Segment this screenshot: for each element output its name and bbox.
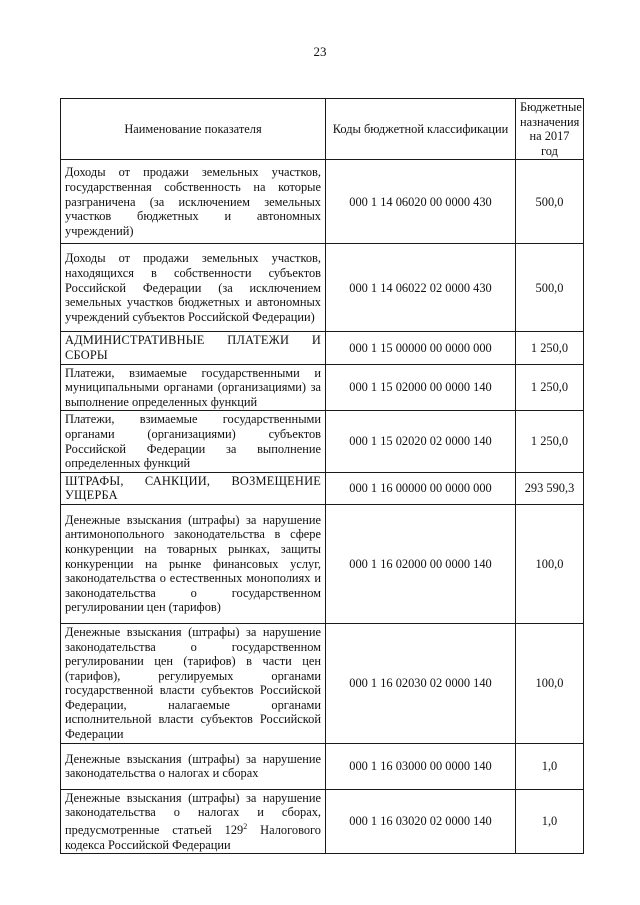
table-row — [61, 244, 584, 332]
table-row — [61, 160, 584, 244]
row-name: Платежи, взимаемые государственными органами (организациями) субъектов Российской Федерации за выполнение определенных функций — [61, 411, 326, 472]
budget-table — [60, 98, 584, 854]
row-name: Доходы от продажи земельных участков, государственная собственность на которые разграничена (за исключением земельных участков бюджетных и автономных учреждений) — [61, 160, 326, 244]
row-amount: 293 590,3 — [516, 472, 584, 504]
row-code: 000 1 15 00000 00 0000 000 — [326, 332, 516, 364]
table-row — [61, 743, 584, 789]
row-code: 000 1 16 00000 00 0000 000 — [326, 472, 516, 504]
row-code: 000 1 15 02000 00 0000 140 — [326, 364, 516, 411]
row-amount: 1 250,0 — [516, 411, 584, 472]
row-amount: 500,0 — [516, 244, 584, 332]
row-name — [61, 789, 326, 854]
table-row-section — [61, 472, 584, 504]
row-name: Денежные взыскания (штрафы) за нарушение антимонопольного законодательства в сфере конкуренции на товарных рынках, защиты конкуренции на рынке финансовых услуг, законодательства о естественных монополиях и законодательства о государственном регулировании цен (тарифов) — [61, 504, 326, 623]
row-name: АДМИНИСТРАТИВНЫЕ ПЛАТЕЖИ И СБОРЫ — [61, 332, 326, 364]
row-amount: 1,0 — [516, 743, 584, 789]
header-amount: Бюджетные назначения на 2017 год — [516, 99, 584, 160]
table-row — [61, 789, 584, 854]
row-amount: 500,0 — [516, 160, 584, 244]
row-name-text: Денежные взыскания (штрафы) за нарушение законодательства о налогах и сборах, предусмотренные статьей 129 — [65, 790, 321, 837]
row-code: 000 1 14 06022 02 0000 430 — [326, 244, 516, 332]
row-code: 000 1 14 06020 00 0000 430 — [326, 160, 516, 244]
row-amount: 1 250,0 — [516, 332, 584, 364]
header-name: Наименование показателя — [61, 99, 326, 160]
row-code: 000 1 16 03000 00 0000 140 — [326, 743, 516, 789]
row-amount: 1,0 — [516, 789, 584, 854]
header-code: Коды бюджетной классификации — [326, 99, 516, 160]
page-number: 23 — [313, 44, 327, 59]
row-name-text-end: Налогового кодекса Российской Федерации — [65, 822, 321, 852]
row-name: Денежные взыскания (штрафы) за нарушение законодательства о налогах и сборах — [61, 743, 326, 789]
row-name-superscript: 2 — [243, 821, 248, 831]
table-row-section — [61, 332, 584, 364]
row-amount: 100,0 — [516, 623, 584, 743]
table-row — [61, 623, 584, 743]
row-name: ШТРАФЫ, САНКЦИИ, ВОЗМЕЩЕНИЕ УЩЕРБА — [61, 472, 326, 504]
row-code: 000 1 15 02020 02 0000 140 — [326, 411, 516, 472]
row-code: 000 1 16 02000 00 0000 140 — [326, 504, 516, 623]
row-name: Денежные взыскания (штрафы) за нарушение законодательства о государственном регулировании цен (тарифов) в части цен (тарифов), регулируемых органами государственной власти субъектов Российской Федерации, налагаемые органами исполнительной власти субъектов Российской Федерации — [61, 623, 326, 743]
row-name: Платежи, взимаемые государственными и муниципальными органами (организациями) за выполнение определенных функций — [61, 364, 326, 411]
row-name: Доходы от продажи земельных участков, находящихся в собственности субъектов Российской Федерации (за исключением земельных участков бюджетных и автономных учреждений субъектов Российской Федерации) — [61, 244, 326, 332]
table-header-row — [61, 99, 584, 160]
table-row — [61, 411, 584, 472]
table-row — [61, 504, 584, 623]
row-amount: 1 250,0 — [516, 364, 584, 411]
row-amount: 100,0 — [516, 504, 584, 623]
row-code: 000 1 16 02030 02 0000 140 — [326, 623, 516, 743]
table-row — [61, 364, 584, 411]
row-code: 000 1 16 03020 02 0000 140 — [326, 789, 516, 854]
